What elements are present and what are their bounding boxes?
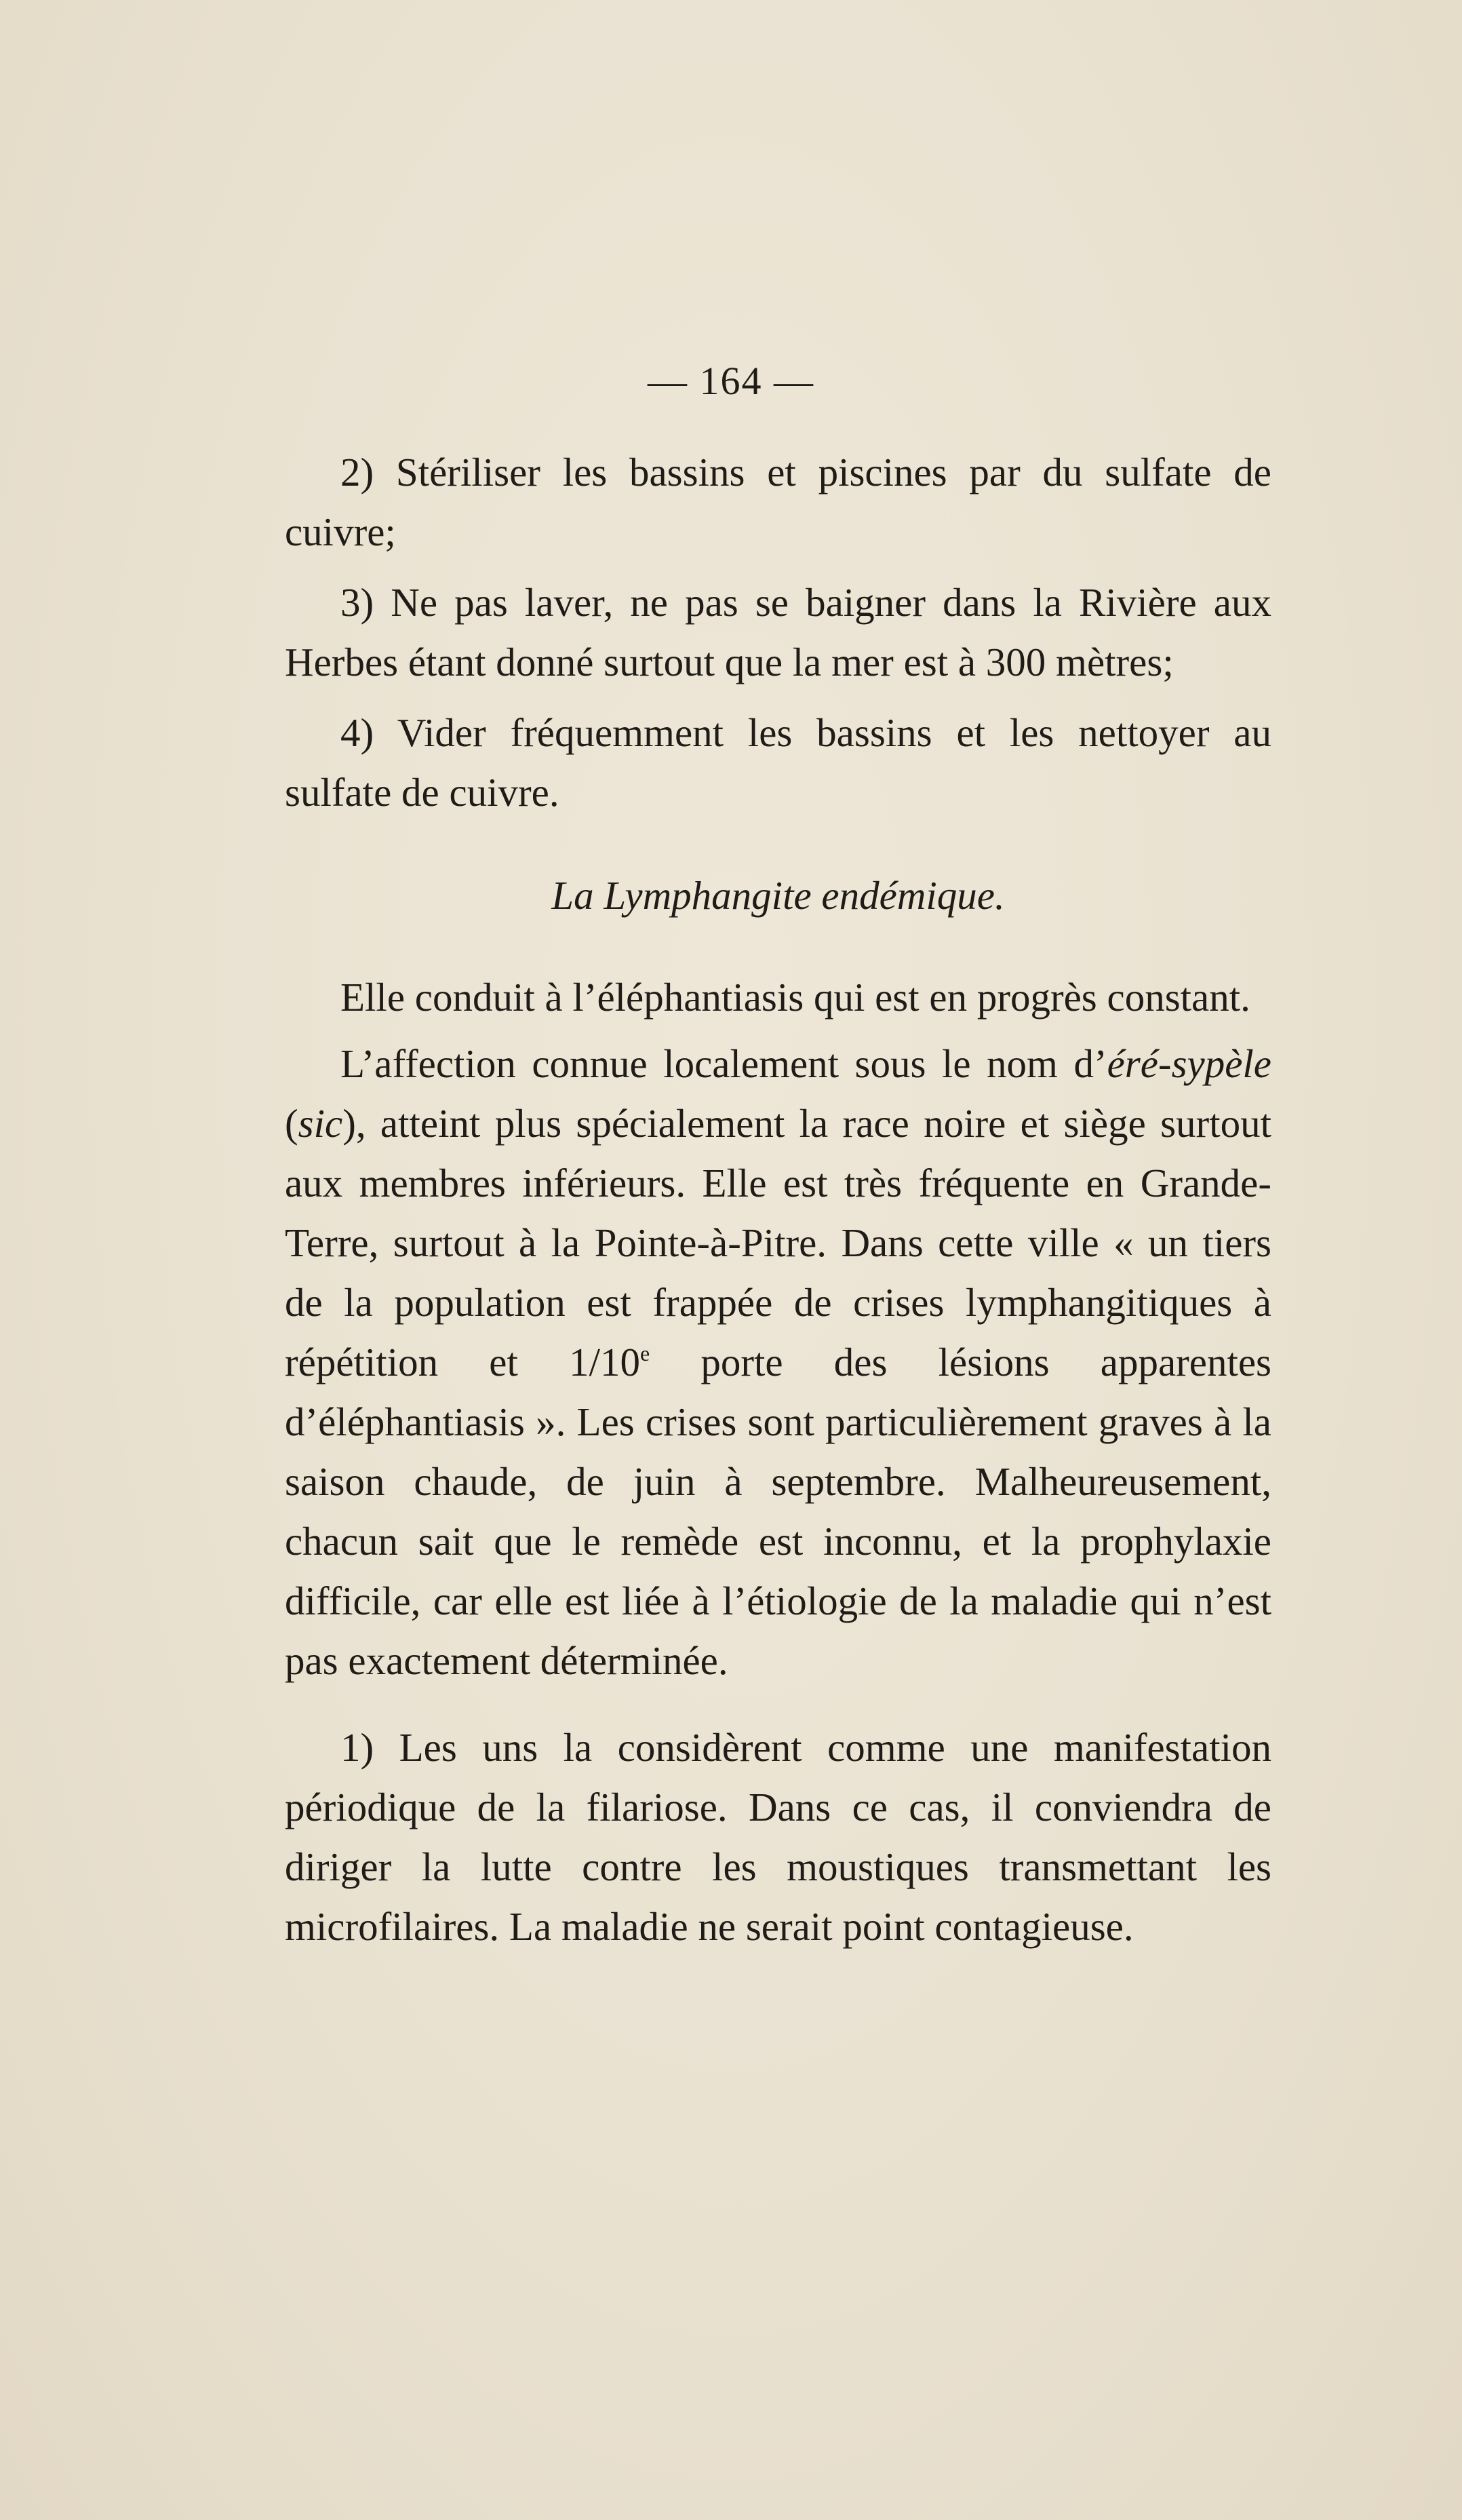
paragraph-2-term-erysipele: éré-sypèle <box>1107 1041 1271 1086</box>
paragraph-2-superscript: e <box>639 1341 650 1365</box>
list-item-2: 2) Stériliser les bassins et piscines par du sulfate de cuivre; <box>285 450 1271 554</box>
paragraph-2-term-sic: sic <box>298 1101 343 1146</box>
paragraph-2-part-a: L’affection connue localement sous le nom d’ <box>340 1041 1107 1086</box>
paragraph-3: 1) Les uns la considèrent comme une manifestation périodique de la filariose. Dans ce cas, il conviendra de diriger la lutte contre les moustiques transmettant les microfilaires. La maladie ne serait point contagieuse. <box>285 1725 1271 1949</box>
paragraph-1: Elle conduit à l’éléphantiasis qui est en progrès constant. <box>340 975 1250 1020</box>
section-title: La Lymphangite endémique. <box>551 873 1005 918</box>
paragraph-2-part-b: ( <box>285 1101 298 1146</box>
paragraph-2 <box>285 1034 1271 1690</box>
page-number: — 164 — <box>648 359 814 403</box>
paragraph-2-part-d: porte des lésions apparentes d’éléphantiasis ». Les crises sont particulièrement graves à la saison chaude, de juin à septembre. Malheureusement, chacun sait que le remède est inconnu, et la prophylaxie difficile, car elle est liée à l’étiologie de la maladie qui n’est pas exactement déterminée. <box>285 1340 1271 1683</box>
list-item-4: 4) Vider fréquemment les bassins et les nettoyer au sulfate de cuivre. <box>285 710 1271 815</box>
paragraph-2-part-c: ), atteint plus spécialement la race noire et siège surtout aux membres inférieurs. Elle est très fréquente en Grande-Terre, surtout à la Pointe-à-Pitre. Dans cette ville « un tiers de la population est frappée de crises lymphangitiques à répétition et 1/10 <box>285 1101 1271 1384</box>
body-text <box>285 442 1271 1956</box>
list-item-3: 3) Ne pas laver, ne pas se baigner dans la Rivière aux Herbes étant donné surtout que la mer est à 300 mètres; <box>285 580 1271 684</box>
